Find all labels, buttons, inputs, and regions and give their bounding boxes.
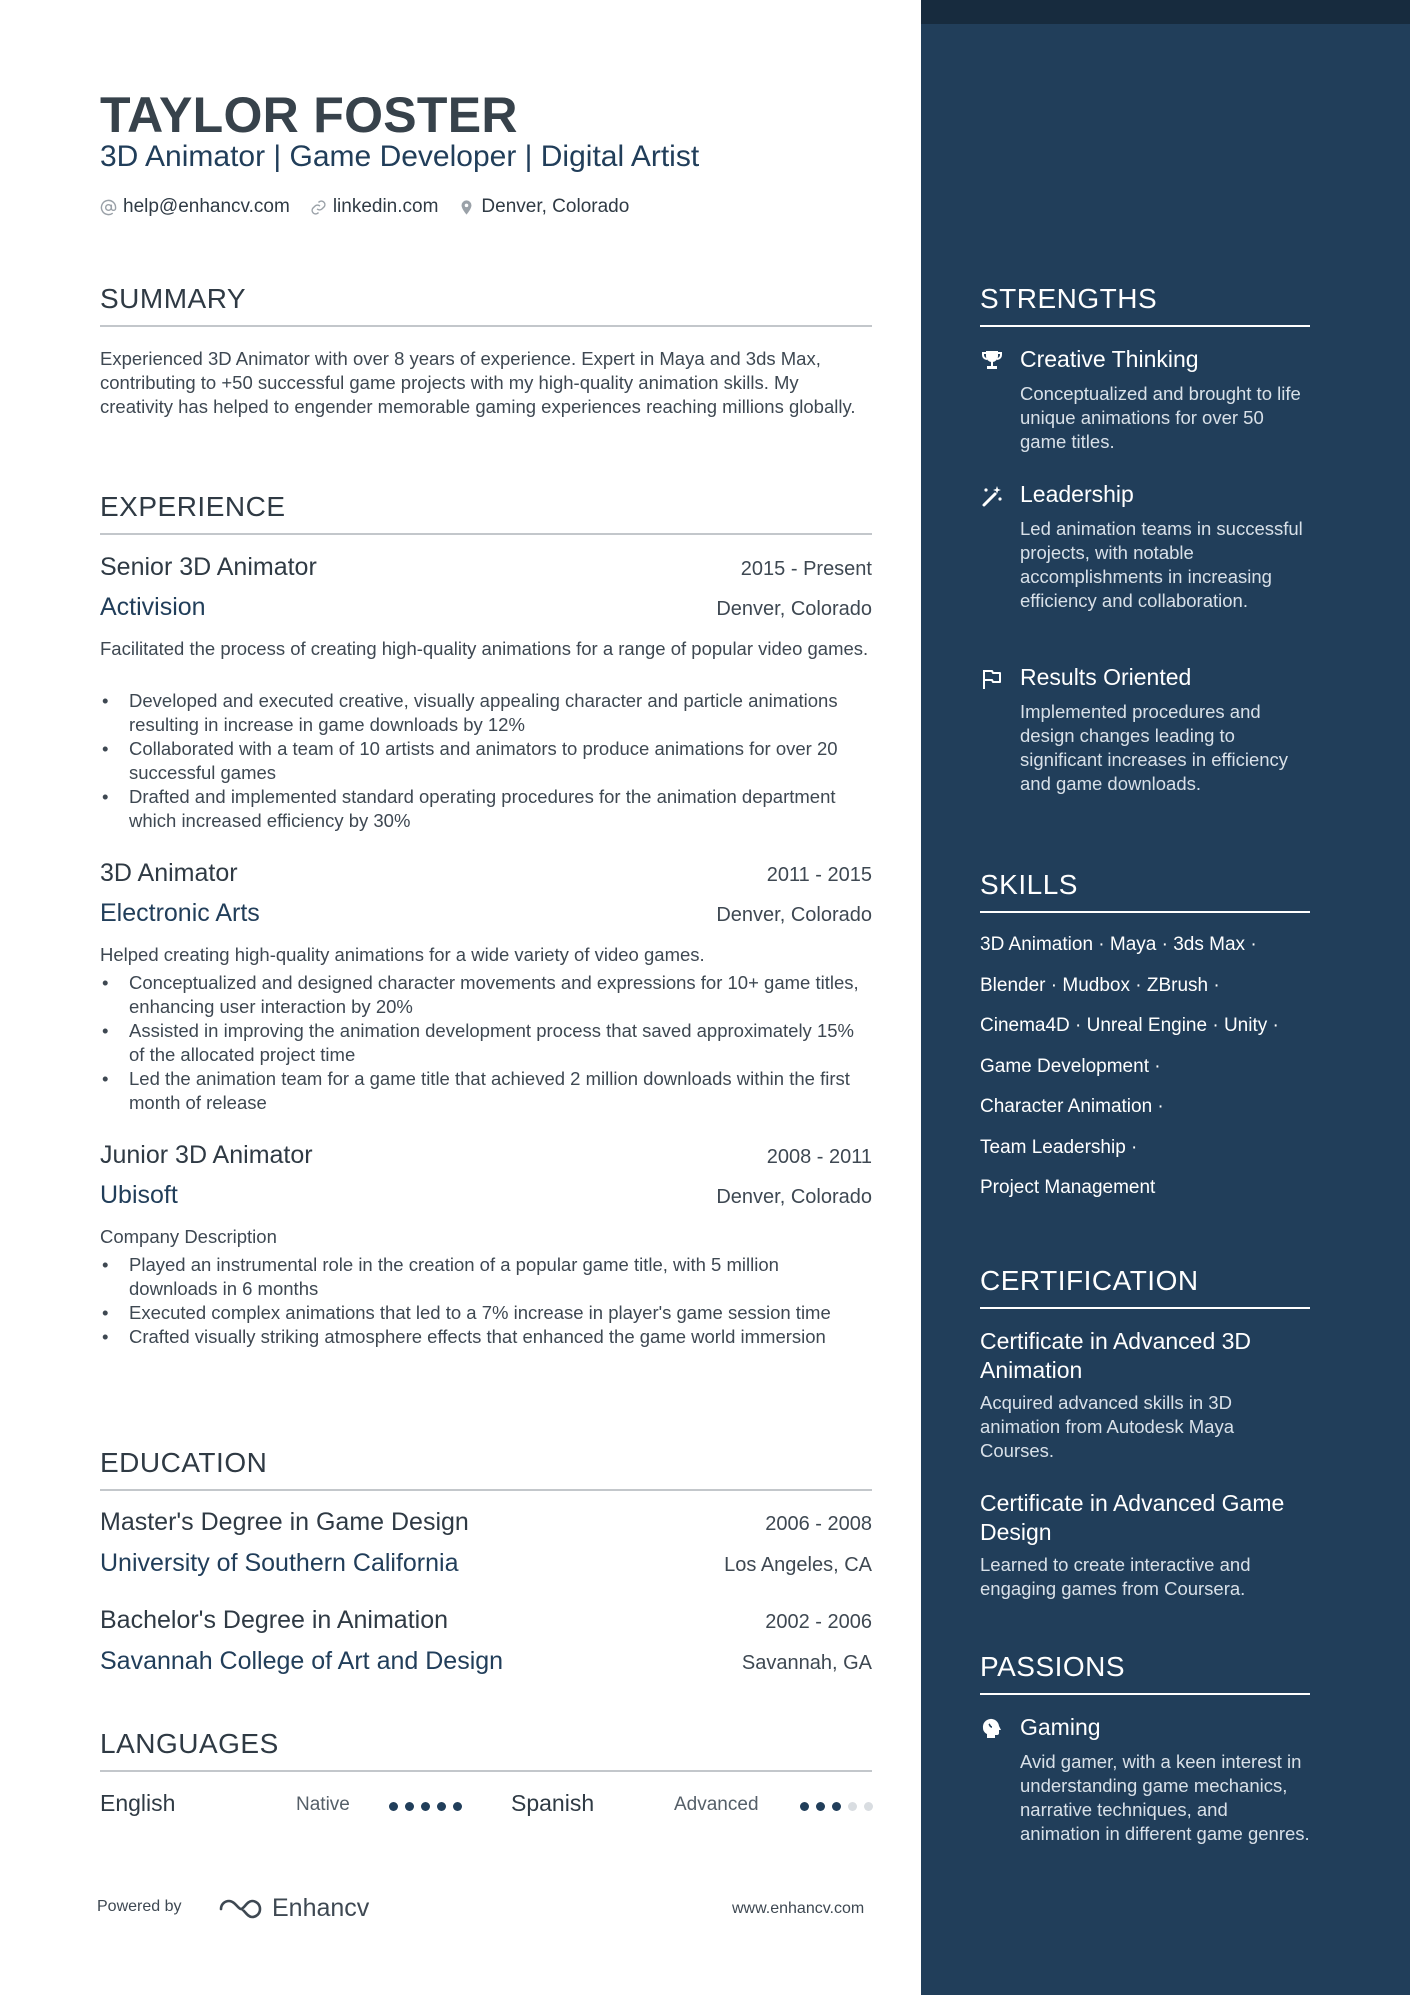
certification-description: Learned to create interactive and engaging games from Coursera. (980, 1554, 1251, 1599)
job-company: Electronic Arts (100, 899, 260, 927)
link-icon (310, 199, 327, 216)
education-1-school-row (100, 1549, 872, 1578)
contact-email[interactable] (100, 196, 290, 218)
languages-row (100, 1790, 872, 1820)
job-2-header (100, 859, 872, 888)
location-pin-icon (458, 199, 475, 216)
education-1-header (100, 1508, 872, 1537)
strength-description: Implemented procedures and design changes leading to significant increases in efficiency and game downloads. (1020, 701, 1289, 794)
list-item: • Crafted visually striking atmosphere effects that enhanced the game world immersion (100, 1325, 872, 1349)
rating-dot-filled (389, 1802, 398, 1811)
skills-heading: SKILLS (980, 869, 1310, 913)
strengths-heading: STRENGTHS (980, 283, 1310, 327)
job-1-company-row (100, 593, 872, 622)
rating-dot-filled (405, 1802, 414, 1811)
location-text: Denver, Colorado (481, 196, 630, 217)
education-location: Savannah, GA (741, 1652, 872, 1674)
certification-heading: CERTIFICATION (980, 1265, 1310, 1309)
job-description: Facilitated the process of creating high-quality animations for a range of popular video games. (100, 638, 869, 659)
rating-dot-filled (421, 1802, 430, 1811)
languages-heading: LANGUAGES (100, 1728, 872, 1772)
flag-icon (980, 667, 1004, 691)
job-location: Denver, Colorado (716, 1186, 872, 1208)
certification-title: Certificate in Advanced Game Design (980, 1490, 1285, 1545)
job-2-bullets (100, 971, 872, 1115)
job-1-bullets (100, 689, 872, 833)
language-rating (389, 1802, 469, 1811)
list-item: • Developed and executed creative, visually appealing character and particle animations resulting in increase in game downloads by 12% (100, 689, 872, 737)
list-item: Project Management (980, 1177, 1156, 1198)
strength-description: Led animation teams in successful projects, with notable accomplishments in increasing efficiency and collaboration. (1020, 518, 1303, 611)
list-item: Blender · Mudbox · ZBrush · (980, 974, 1220, 996)
education-degree: Bachelor's Degree in Animation (100, 1606, 449, 1634)
education-location: Los Angeles, CA (724, 1554, 872, 1576)
education-2-header (100, 1606, 872, 1635)
enhancv-logo-icon (218, 1897, 264, 1921)
rating-dot-filled (816, 1802, 825, 1811)
rating-dot-filled (437, 1802, 446, 1811)
list-item: Character Animation · (980, 1096, 1164, 1117)
rating-dot-empty (864, 1802, 873, 1811)
list-item: • Drafted and implemented standard operating procedures for the animation department which increased efficiency by 30% (100, 785, 872, 833)
job-description: Helped creating high-quality animations for a wide variety of video games. (100, 944, 705, 965)
strength-description: Conceptualized and brought to life unique animations for over 50 game titles. (1020, 383, 1301, 452)
list-item: • Played an instrumental role in the creation of a popular game title, with 5 million downloads in 6 months (100, 1253, 872, 1301)
list-item: 3D Animation · Maya · 3ds Max · (980, 934, 1257, 955)
job-dates: 2015 - Present (740, 558, 872, 580)
list-item: Team Leadership · (980, 1136, 1138, 1158)
passions-heading: PASSIONS (980, 1651, 1310, 1695)
job-location: Denver, Colorado (716, 904, 872, 926)
job-2-company-row (100, 899, 872, 928)
passion-description: Avid gamer, with a keen interest in understanding game mechanics, narrative techniques, and animation in different game genres. (1020, 1751, 1310, 1844)
language-rating (800, 1802, 880, 1811)
job-3-company-row (100, 1181, 872, 1210)
job-role: 3D Animator (100, 859, 238, 887)
list-item: Cinema4D · Unreal Engine · Unity · (980, 1015, 1279, 1036)
list-item: • Collaborated with a team of 10 artists and animators to produce animations for over 20 successful games (100, 737, 872, 785)
list-item: • Conceptualized and designed character movements and expressions for 10+ game titles, enhancing user interaction by 20% (100, 971, 872, 1019)
job-3-header (100, 1141, 872, 1170)
candidate-name: TAYLOR FOSTER (100, 87, 518, 143)
candidate-headline: 3D Animator | Game Developer | Digital Artist (100, 140, 700, 173)
job-role: Junior 3D Animator (100, 1141, 313, 1169)
language-name: English (100, 1790, 176, 1816)
list-item: Game Development · (980, 1055, 1161, 1077)
language-name: Spanish (511, 1790, 595, 1816)
education-heading: EDUCATION (100, 1447, 872, 1491)
education-school: University of Southern California (100, 1549, 459, 1577)
contact-row (100, 196, 649, 218)
trophy-icon (980, 348, 1004, 372)
contact-location (458, 196, 629, 218)
rating-dot-filled (453, 1802, 462, 1811)
experience-heading: EXPERIENCE (100, 491, 872, 535)
education-school: Savannah College of Art and Design (100, 1647, 504, 1675)
footer-url[interactable]: www.enhancv.com (732, 1900, 865, 1917)
summary-heading: SUMMARY (100, 283, 872, 327)
at-icon (100, 199, 117, 216)
strength-title: Creative Thinking (1020, 346, 1199, 372)
certification-description: Acquired advanced skills in 3D animation from Autodesk Maya Courses. (980, 1392, 1234, 1461)
job-dates: 2011 - 2015 (766, 864, 872, 886)
language-level: Native (296, 1794, 350, 1815)
education-dates: 2006 - 2008 (765, 1513, 872, 1535)
rating-dot-empty (848, 1802, 857, 1811)
email-text: help@enhancv.com (123, 196, 290, 217)
magic-wand-icon (980, 484, 1004, 508)
job-description: Company Description (100, 1226, 277, 1247)
job-1-header (100, 553, 872, 582)
job-company: Ubisoft (100, 1181, 178, 1209)
linkedin-text: linkedin.com (332, 196, 439, 217)
job-role: Senior 3D Animator (100, 553, 317, 581)
footer-brand-logo[interactable] (218, 1894, 369, 1923)
list-item: • Assisted in improving the animation development process that saved approximately 15% of the allocated project time (100, 1019, 872, 1067)
job-company: Activision (100, 593, 206, 621)
contact-linkedin[interactable] (310, 196, 439, 218)
job-location: Denver, Colorado (716, 598, 872, 620)
education-degree: Master's Degree in Game Design (100, 1508, 469, 1536)
strength-title: Results Oriented (1020, 664, 1192, 690)
list-item: • Executed complex animations that led to a 7% increase in player's game session time (100, 1301, 872, 1325)
education-2-school-row (100, 1647, 872, 1676)
footer-brand-name: Enhancv (272, 1894, 370, 1922)
job-3-bullets (100, 1253, 872, 1349)
strength-title: Leadership (1020, 481, 1134, 507)
rating-dot-filled (800, 1802, 809, 1811)
summary-text: Experienced 3D Animator with over 8 years of experience. Expert in Maya and 3ds Max, contributing to +50 successful game projects with my high-quality animation skills. My creativity has helped to engender memorable gaming experiences reaching millions globally. (100, 348, 856, 417)
rating-dot-filled (832, 1802, 841, 1811)
certification-title: Certificate in Advanced 3D Animation (980, 1328, 1252, 1383)
skills-list (980, 930, 1310, 1214)
passion-title: Gaming (1020, 1714, 1101, 1740)
job-dates: 2008 - 2011 (766, 1146, 872, 1168)
list-item: • Led the animation team for a game title that achieved 2 million downloads within the first month of release (100, 1067, 872, 1115)
brain-icon (980, 1716, 1004, 1740)
education-dates: 2002 - 2006 (765, 1611, 872, 1633)
footer-powered-by: Powered by (97, 1898, 182, 1915)
sidebar-top-strip (921, 0, 1410, 24)
language-level: Advanced (674, 1794, 759, 1815)
